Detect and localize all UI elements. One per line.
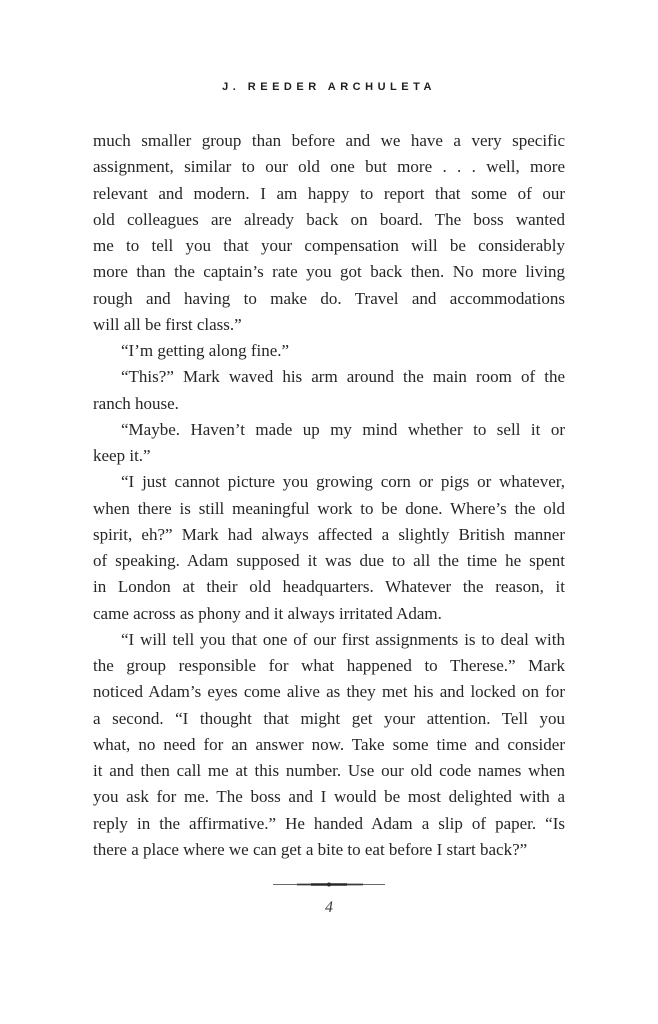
page-number: 4	[325, 899, 333, 916]
text-line: came across as phony and it always irritated Adam.	[93, 603, 442, 623]
text-line: reply in the affirmative.” He handed Adam a slip of paper. “Is	[93, 813, 565, 833]
text-line: spirit, eh?” Mark had always affected a slightly British manner	[93, 524, 565, 544]
section-divider	[273, 875, 385, 882]
text-line: me to tell you that your compensation will be considerably	[93, 236, 565, 255]
text-line: ranch house.	[93, 393, 179, 413]
text-line: more than the captain’s rate you got back then. No more living	[93, 262, 565, 282]
text-line: keep it.”	[93, 446, 151, 465]
tapered-rule-icon	[273, 881, 385, 888]
text-line: “I just cannot picture you growing corn or pigs or whatever,	[121, 472, 565, 492]
text-line: relevant and modern. I am happy to report that some of our	[93, 183, 565, 203]
text-line: assignment, similar to our old one but more . . . well, more	[93, 157, 565, 177]
text-line: rough and having to make do. Travel and accommodations	[93, 288, 565, 308]
text-line: you ask for me. The boss and I would be most delighted with a	[93, 787, 565, 807]
text-line: “Maybe. Haven’t made up my mind whether to sell it or	[121, 419, 565, 439]
text-line: the group responsible for what happened to Therese.” Mark	[93, 656, 565, 675]
text-line: will all be first class.”	[93, 314, 242, 334]
body-text	[93, 128, 565, 863]
text-line: a second. “I thought that might get your attention. Tell you	[93, 708, 565, 728]
text-line: much smaller group than before and we have a very specific	[93, 131, 565, 150]
text-line: of speaking. Adam supposed it was due to all the time he spent	[93, 551, 565, 570]
text-line: noticed Adam’s eyes come alive as they met his and locked on for	[93, 682, 565, 702]
text-line: it and then call me at this number. Use our old code names when	[93, 761, 565, 780]
text-line: there a place where we can get a bite to eat before I start back?”	[93, 839, 528, 859]
running-header-author: J. REEDER ARCHULETA	[222, 81, 436, 93]
text-line: when there is still meaningful work to be done. Where’s the old	[93, 498, 565, 518]
text-line: “I will tell you that one of our first assignments is to deal with	[121, 629, 565, 649]
text-line: “I’m getting along fine.”	[121, 341, 290, 360]
text-line: “This?” Mark waved his arm around the main room of the	[121, 367, 565, 387]
text-line: in London at their old headquarters. Whatever the reason, it	[93, 577, 565, 597]
text-line: old colleagues are already back on board. The boss wanted	[93, 209, 565, 229]
text-line: what, no need for an answer now. Take some time and consider	[93, 734, 565, 754]
